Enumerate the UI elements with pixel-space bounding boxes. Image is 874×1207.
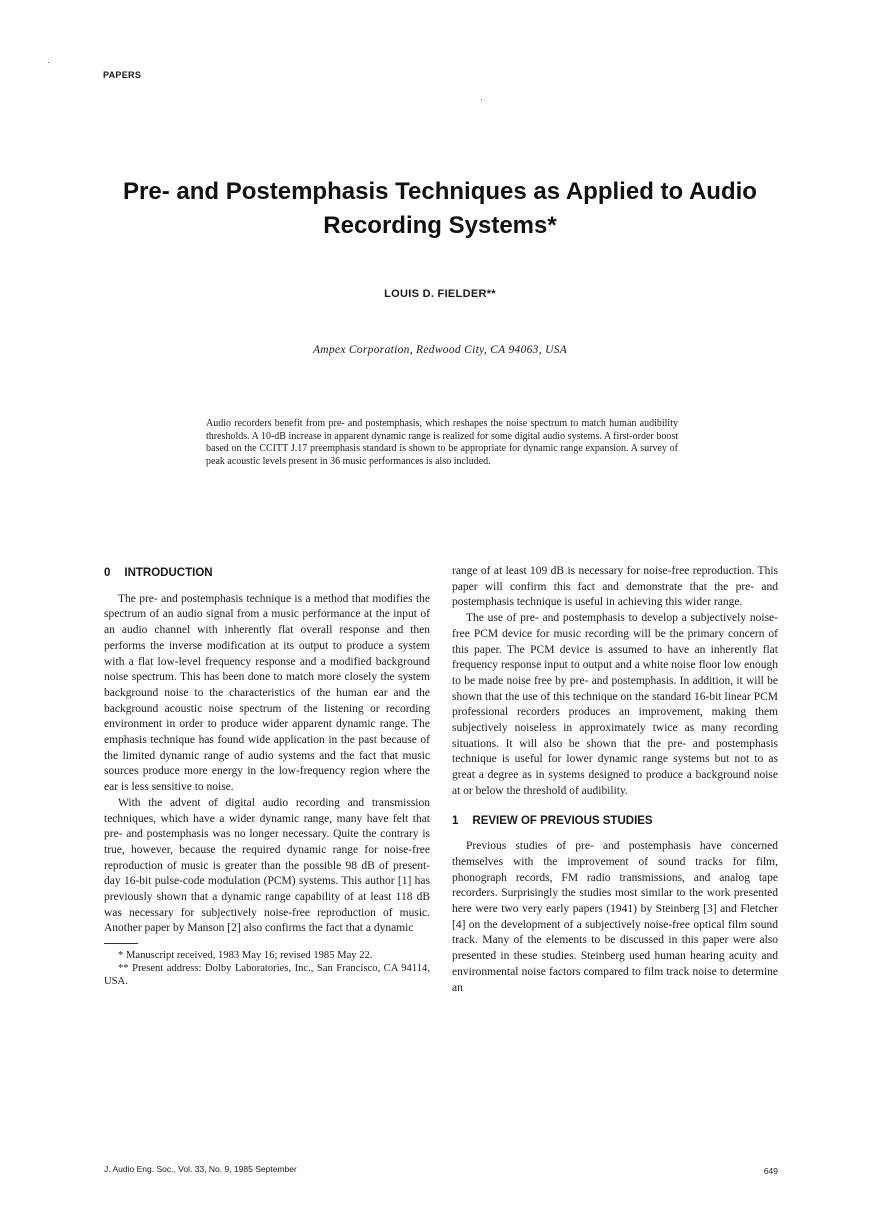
section-heading-review: [452, 814, 778, 830]
section-number: 0: [104, 567, 111, 579]
section-title: REVIEW OF PREVIOUS STUDIES: [472, 814, 653, 827]
author-name: LOUIS D. FIELDER**: [384, 288, 496, 300]
footnote-address: ** Present address: Dolby Laboratories, Inc., San Francisco, CA 94114, USA.: [104, 963, 430, 988]
footnotes: [104, 949, 430, 988]
title-line-2: Recording Systems*: [323, 212, 557, 239]
body-paragraph: Previous studies of pre- and postemphasis have concerned themselves with the improvement of sound tracks for film, phonograph records, FM radio transmissions, and analog tape recorders. Surprisingly the studies most similar to the work presented here were two very early papers (1941) by Steinberg [3] and Fletcher [4] on the development of a subjectively noise-free optical film sound track. Many of the elements to be discussed in this paper were also presented in these studies. Steinberg used human hearing acuity and environmental noise factors compared to film track noise to determine an: [452, 840, 778, 994]
right-column: [452, 564, 778, 996]
scan-speck: [481, 99, 482, 100]
scan-speck: [48, 62, 49, 63]
article-title: [60, 175, 820, 243]
author-affiliation: Ampex Corporation, Redwood City, CA 94063, USA: [312, 344, 568, 356]
body-paragraph: The use of pre- and postemphasis to develop a subjectively noise-free PCM device for music recording will be the primary concern of this paper. The PCM device is assumed to have an inherently flat frequency response input to output and a white noise floor low enough to be made noise free by pre- and postemphasis. In addition, it will be shown that the use of this technique on the standard 16-bit linear PCM professional recorders produces an improvement, making them subjectively noiseless in approximately twice as many recording situations. It will also be shown that the pre- and postemphasis technique is useful for lower dynamic range systems but not to as great a degree as in systems designed to produce a background noise at or below the threshold of audibility.: [452, 612, 778, 797]
footnote-rule: [104, 943, 138, 944]
section-heading-introduction: [104, 566, 430, 582]
body-paragraph: The pre- and postemphasis technique is a method that modifies the spectrum of an audio signal from a music performance at the input of an audio channel with inherently flat overall response and then performs the inverse modification at its output to produce a system with a flat low-level frequency response and a modified background noise spectrum. This has been done to match more closely the system background noise to the characteristics of the human ear and the background acoustic noise spectrum of the listening or recording environment in order to produce wider apparent dynamic range. The emphasis technique has found wide application in the past because of the limited dynamic range of audio systems and the fact that music sources produce more energy in the low-frequency region where the ear is less sensitive to noise.: [104, 592, 430, 794]
left-column: [104, 560, 430, 988]
footnote-manuscript: * Manuscript received, 1983 May 16; revised 1985 May 22.: [118, 950, 373, 962]
section-number: 1: [452, 814, 459, 827]
page-number: 649: [763, 1166, 778, 1176]
title-line-1: Pre- and Postemphasis Techniques as Applied to Audio: [123, 178, 757, 205]
section-title: INTRODUCTION: [124, 567, 213, 579]
abstract: Audio recorders benefit from pre- and postemphasis, which reshapes the noise spectrum to match human audibility thresholds. A 10-dB increase in apparent dynamic range is realized for some digital audio systems. A first-order boost based on the CCITT J.17 preemphasis standard is shown to be appropriate for dynamic range expansion. A survey of peak acoustic levels present in 36 music performances is also included.: [206, 418, 678, 467]
section-tag: PAPERS: [103, 70, 142, 80]
body-paragraph: range of at least 109 dB is necessary for noise-free reproduction. This paper will confirm this fact and demonstrate that the pre- and postemphasis technique is useful in achieving this wider range.: [452, 565, 778, 609]
body-paragraph: With the advent of digital audio recording and transmission techniques, which have a wider dynamic range, many have felt that pre- and postemphasis was no longer necessary. Quite the contrary is true, however, because the required dynamic range for noise-free reproduction of music is greater than the possible 98 dB of present-day 16-bit pulse-code modulation (PCM) systems. This author [1] has previously shown that a dynamic range capability of at least 118 dB was necessary for subjectively noise-free reproduction of music. Another paper by Manson [2] also confirms the fact that a dynamic: [104, 796, 430, 935]
journal-citation: J. Audio Eng. Soc., Vol. 33, No. 9, 1985 September: [104, 1164, 297, 1174]
